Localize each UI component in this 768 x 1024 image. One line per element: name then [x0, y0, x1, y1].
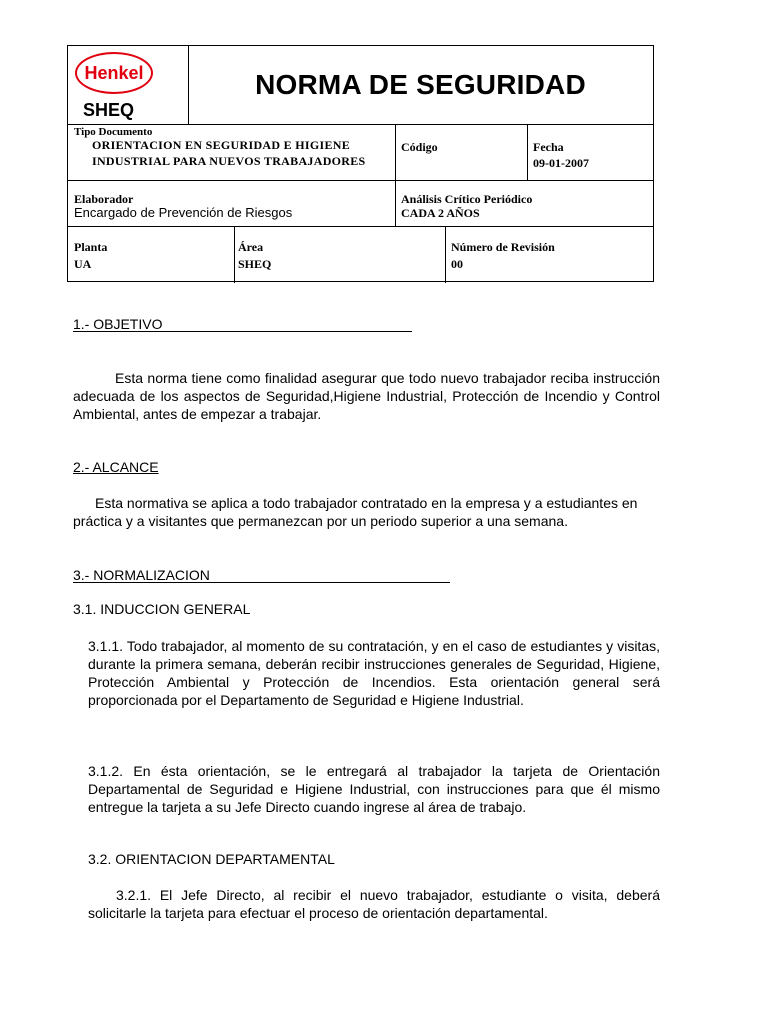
section-heading-normalizacion: 3.- NORMALIZACION [73, 567, 210, 583]
heading-underline [73, 331, 412, 332]
subsection-heading-orientacion: 3.2. ORIENTACION DEPARTAMENTAL [88, 851, 335, 867]
tipo-documento-label: Tipo Documento [74, 126, 153, 138]
planta-label: Planta [74, 240, 108, 254]
tipo-documento-value-line1: ORIENTACION EN SEGURIDAD E HIGIENE [92, 138, 351, 152]
divider [527, 124, 528, 180]
planta-value: UA [74, 257, 92, 271]
revision-value: 00 [451, 257, 463, 271]
department-label: SHEQ [83, 100, 135, 120]
area-value: SHEQ [238, 257, 272, 271]
section-heading-objetivo: 1.- OBJETIVO [73, 316, 163, 332]
paragraph-3-2-1: 3.2.1. El Jefe Directo, al recibir el nuevo trabajador, estudiante o visita, deberá solicitarle la tarjeta para efectuar el proceso de orientación departamental. [88, 887, 660, 921]
elaborador-label: Elaborador [74, 192, 134, 206]
divider [445, 226, 446, 283]
divider [234, 226, 235, 283]
revision-label: Número de Revisión [451, 240, 555, 254]
subsection-heading-induccion: 3.1. INDUCCION GENERAL [73, 601, 251, 617]
divider [395, 180, 396, 226]
codigo-label: Código [401, 140, 438, 154]
fecha-label: Fecha [533, 140, 564, 154]
divider [68, 124, 653, 125]
heading-underline [73, 582, 450, 583]
paragraph-3-1-2: 3.1.2. En ésta orientación, se le entregará al trabajador la tarjeta de Orientación Departamental de Seguridad e Higiene Industrial, con instrucciones para que él mismo entregue la tarjeta a su Jefe Directo cuando ingrese al área de trabajo. [88, 763, 660, 815]
analisis-value: CADA 2 AÑOS [401, 206, 480, 220]
objetivo-paragraph: Esta norma tiene como finalidad asegurar que todo nuevo trabajador reciba instrucción adecuada de los aspectos de Seguridad,Higiene Industrial, Protección de Incendio y Control Ambiental, antes de empezar a trabajar. [73, 370, 660, 422]
area-label: Área [238, 240, 264, 254]
henkel-logo: Henkel [75, 52, 153, 94]
divider [68, 226, 653, 227]
elaborador-value: Encargado de Prevención de Riesgos [74, 205, 293, 220]
document-header [67, 45, 654, 282]
section-heading-alcance: 2.- ALCANCE [73, 459, 159, 475]
tipo-documento-value-line2: INDUSTRIAL PARA NUEVOS TRABAJADORES [92, 154, 366, 168]
divider [68, 180, 653, 181]
fecha-value: 09-01-2007 [533, 156, 589, 170]
divider [395, 124, 396, 180]
analisis-label: Análisis Crítico Periódico [401, 192, 533, 206]
paragraph-3-1-1: 3.1.1. Todo trabajador, al momento de su contratación, y en el caso de estudiantes y visitas, durante la primera semana, deberán recibir instrucciones generales de Seguridad, Higiene, Protección Ambiental y Protección de Incendios. Esta orientación general será proporcionada por el Departamento de Seguridad e Higiene Industrial. [88, 638, 660, 708]
page-title: NORMA DE SEGURIDAD [255, 69, 586, 100]
alcance-paragraph: Esta normativa se aplica a todo trabajador contratado en la empresa y a estudiantes en práctica y a visitantes que permanezcan por un periodo superior a una semana. [73, 495, 638, 529]
